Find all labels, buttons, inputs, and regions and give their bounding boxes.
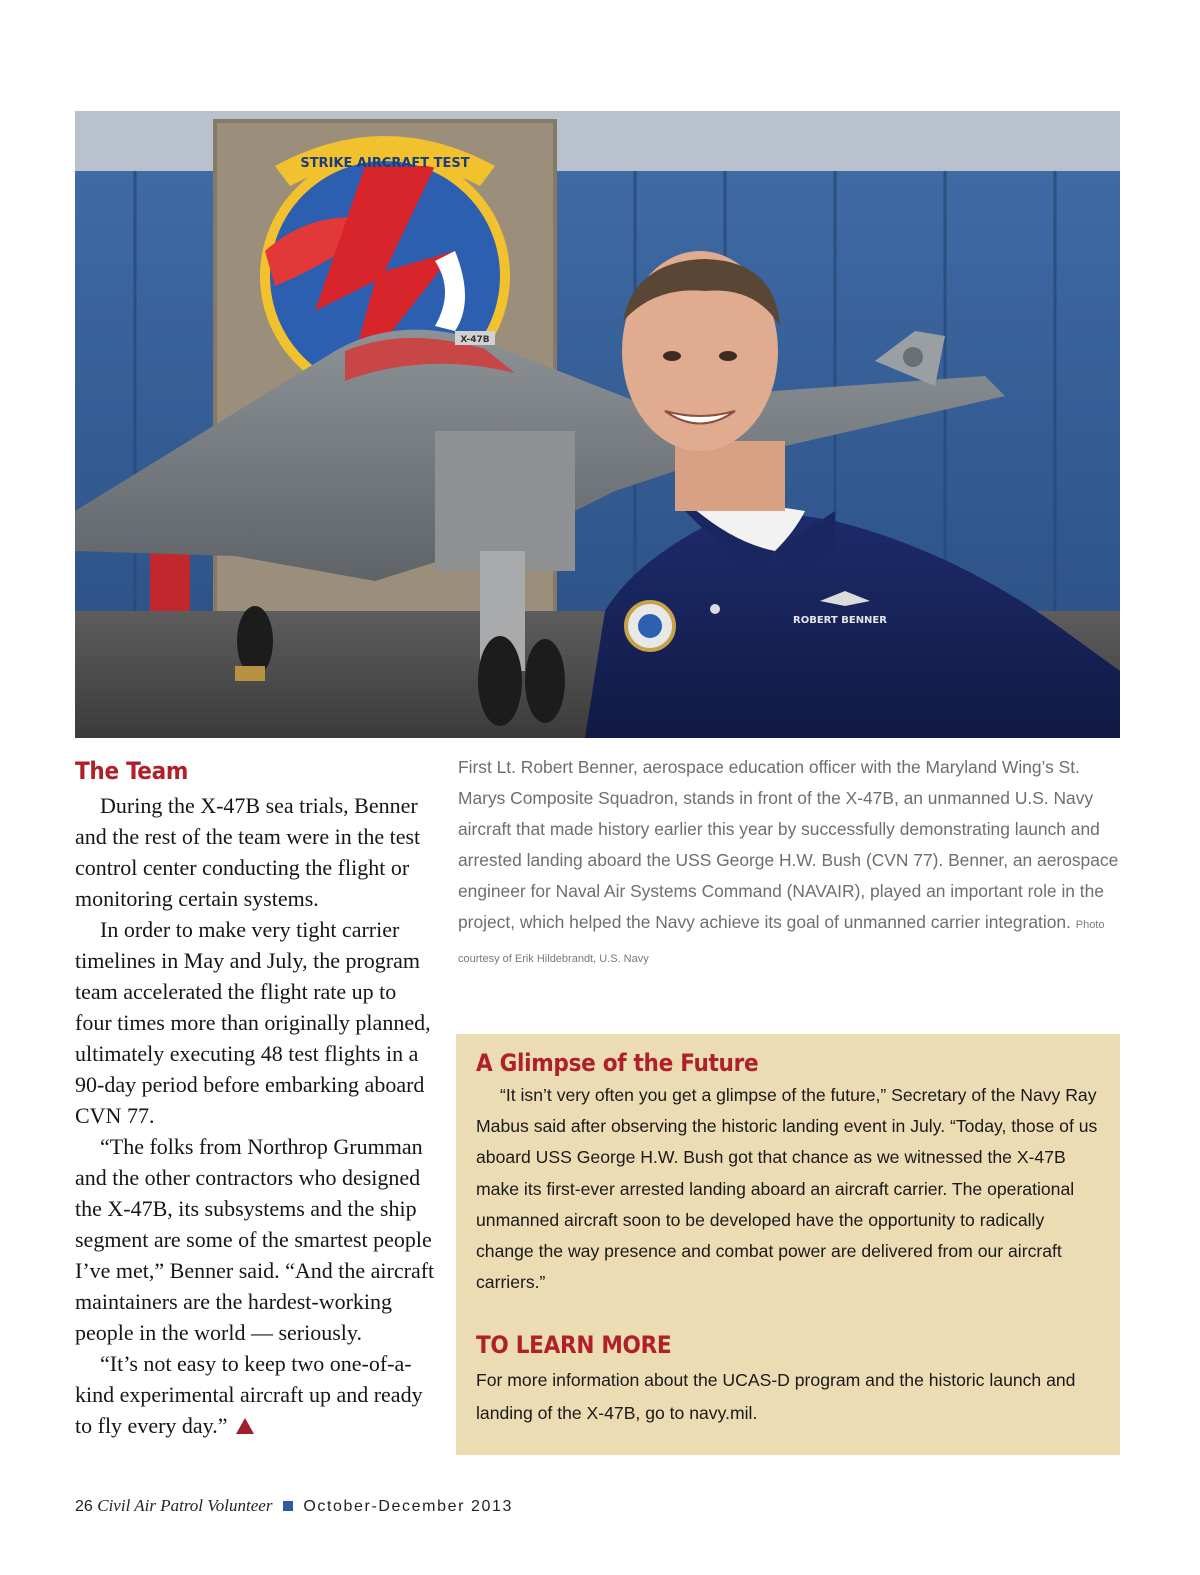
team-heading: The Team	[75, 757, 189, 785]
page-number: 26	[75, 1498, 93, 1515]
aircraft-mark: X-47B	[460, 335, 490, 345]
photo-illustration	[75, 111, 1120, 738]
team-paragraph: In order to make very tight carrier timelines in May and July, the program team accelerated the flight rate up to four times more than originally planned, ultimately executing 48 test flights in a 90-day period before embarking aboard CVN 77.	[75, 917, 431, 1128]
photo-caption	[458, 752, 1122, 975]
team-paragraph-last	[75, 1348, 435, 1441]
issue-date: October-December 2013	[303, 1498, 514, 1515]
footer-square-icon	[283, 1501, 293, 1511]
future-sidebar	[456, 1034, 1120, 1455]
photo-credit: Photo courtesy of Erik Hildebrandt, U.S. Navy	[458, 919, 1105, 965]
team-article	[75, 756, 435, 1441]
page-footer	[75, 1496, 513, 1516]
team-paragraph: “The folks from Northrop Grumman and the other contractors who designed the X-47B, its subsystems and the ship segment are some of the smartest people I’ve met,” Benner said. “And the aircraft maintainers are the hardest-working people in the world — seriously.	[75, 1134, 435, 1345]
team-paragraph-text: “It’s not easy to keep two one-of-a-kind experimental aircraft up and ready to fly every day.”	[75, 1351, 423, 1438]
learn-more-text: For more information about the UCAS-D program and the historic launch and landing of the X-47B, go to navy.mil.	[476, 1370, 1076, 1424]
team-paragraph: During the X-47B sea trials, Benner and the rest of the team were in the test control center conducting the flight or monitoring certain systems.	[75, 793, 421, 911]
sidebar-heading: A Glimpse of the Future	[476, 1049, 759, 1077]
learn-more-heading: TO LEARN MORE	[476, 1331, 672, 1360]
team-body	[75, 790, 435, 1441]
caption-text: First Lt. Robert Benner, aerospace education officer with the Maryland Wing’s St. Marys Composite Squadron, stands in front of the X-47B, an unmanned U.S. Navy aircraft that made history earlier this year by successfully demonstrating launch and arrested landing aboard the USS George H.W. Bush (CVN 77). Benner, an aerospace engineer for Naval Air Systems Command (NAVAIR), played an important role in the project, which helped the Navy achieve its goal of unmanned carrier integration.	[458, 757, 1119, 932]
shirt-name-text: ROBERT BENNER	[793, 615, 887, 626]
insignia-text: STRIKE AIRCRAFT TEST	[300, 156, 470, 171]
sidebar-quote: “It isn’t very often you get a glimpse of the future,” Secretary of the Navy Ray Mabus said after observing the historic landing event in July. “Today, those of us aboard USS George H.W. Bush got that chance as we witnessed the X-47B make its first-ever arrested landing aboard an aircraft carrier. The operational unmanned aircraft soon to be developed have the opportunity to radically change the way presence and combat power are delivered from our aircraft carriers.”	[476, 1085, 1098, 1293]
publication-name: Civil Air Patrol Volunteer	[97, 1496, 273, 1515]
end-triangle-icon	[236, 1418, 254, 1434]
hero-photo	[75, 111, 1120, 738]
